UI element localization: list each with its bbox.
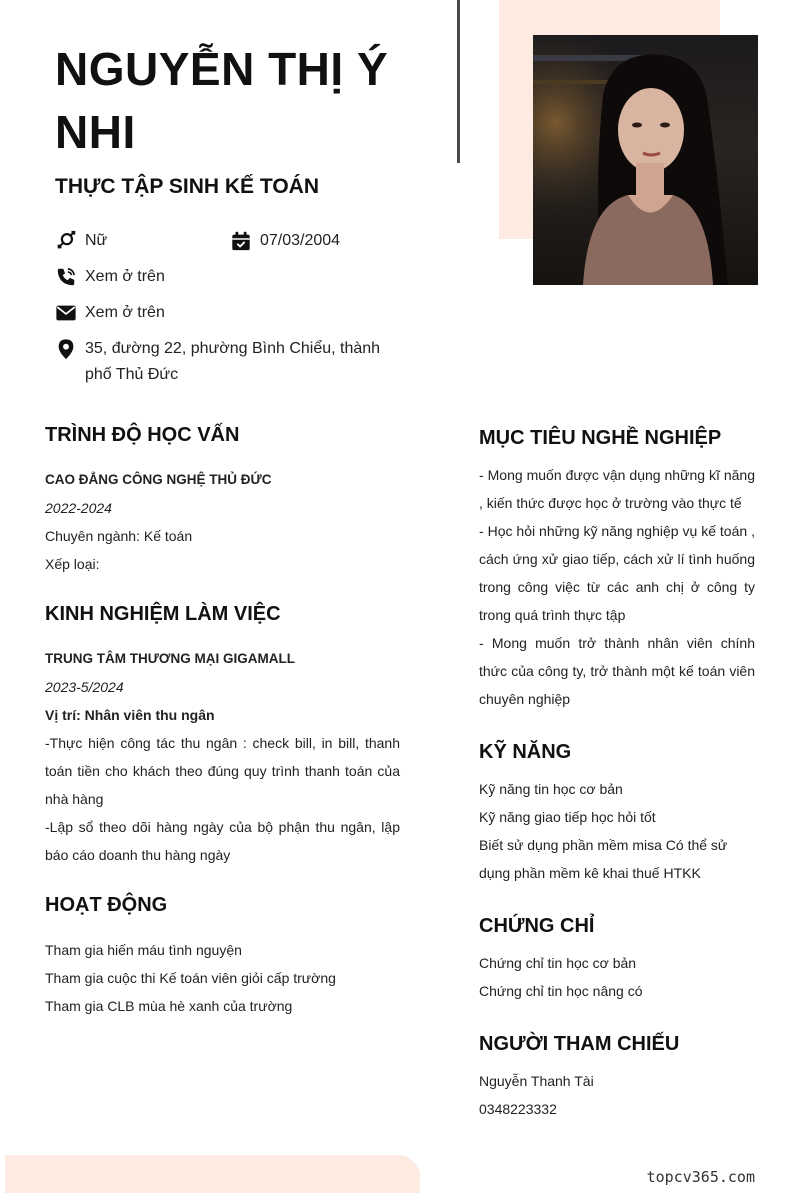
activities-title: HOẠT ĐỘNG — [45, 894, 168, 916]
education-title: TRÌNH ĐỘ HỌC VẤN — [45, 424, 240, 446]
experience-title: KINH NGHIỆM LÀM VIỆC — [45, 603, 281, 625]
objective-item: - Học hỏi những kỹ năng nghiệp vụ kế toán , cách ứng xử giao tiếp, cách xử lí tình huống trong công việc từ các anh chị ở công ty trong quá trình thực tập — [479, 523, 755, 623]
education-major: Chuyên ngành: Kế toán — [45, 528, 193, 544]
skill-item: Kỹ năng tin học cơ bản — [479, 781, 623, 797]
location-pin-icon — [55, 338, 77, 360]
candidate-name: NGUYỄN THỊ Ý NHI — [55, 43, 389, 158]
certificate-item: Chứng chỉ tin học nâng có — [479, 983, 643, 999]
education-rank: Xếp loại: — [45, 556, 100, 572]
site-watermark: topcv365.com — [646, 1168, 755, 1186]
skill-item: Kỹ năng giao tiếp học hỏi tốt — [479, 809, 656, 825]
objective-item: - Mong muốn được vận dụng những kĩ năng , kiến thức được học ở trường vào thực tế — [479, 467, 755, 511]
objective-title: MỤC TIÊU NGHỀ NGHIỆP — [479, 427, 722, 449]
education-period: 2022-2024 — [45, 500, 112, 516]
job-title: THỰC TẬP SINH KẾ TOÁN — [55, 175, 319, 198]
experience-task: -Thực hiện công tác thu ngân : check bill, in bill, thanh toán tiền cho khách theo đúng quy trình thanh toán của nhà hàng — [45, 735, 400, 807]
profile-photo — [533, 35, 758, 285]
calendar-icon — [230, 230, 252, 252]
certificates-title: CHỨNG CHỈ — [479, 915, 595, 937]
activity-item: Tham gia CLB mùa hè xanh của trường — [45, 998, 293, 1014]
skill-item: Biết sử dụng phần mềm misa Có thể sử dụng phần mềm kê khai thuế HTKK — [479, 837, 728, 881]
header-divider — [457, 0, 460, 163]
reference-name: Nguyễn Thanh Tài — [479, 1073, 594, 1089]
footer-decoration — [5, 1155, 420, 1193]
certificate-item: Chứng chỉ tin học cơ bản — [479, 955, 637, 971]
activity-item: Tham gia hiến máu tình nguyện — [45, 942, 242, 958]
experience-task: -Lập sổ theo dõi hàng ngày của bộ phận thu ngân, lập báo cáo doanh thu hàng ngày — [45, 819, 400, 863]
experience-company: TRUNG TÂM THƯƠNG MẠI GIGAMALL — [45, 651, 295, 666]
education-school: CAO ĐẲNG CÔNG NGHỆ THỦ ĐỨC — [45, 472, 272, 487]
activity-item: Tham gia cuộc thi Kế toán viên giỏi cấp trường — [45, 970, 336, 986]
email-value: Xem ở trên — [85, 304, 165, 321]
birthdate-value: 07/03/2004 — [260, 232, 341, 249]
address-row — [55, 336, 405, 388]
email-icon — [55, 302, 77, 324]
gender-icon — [55, 230, 77, 252]
references-title: NGƯỜI THAM CHIẾU — [479, 1033, 680, 1055]
address-value: 35, đường 22, phường Bình Chiểu, thành phố Thủ Đức — [85, 340, 381, 383]
birthdate-row — [230, 228, 340, 254]
experience-position: Vị trí: Nhân viên thu ngân — [45, 707, 215, 723]
phone-row — [55, 264, 165, 290]
gender-value: Nữ — [85, 232, 108, 249]
objective-item: - Mong muốn trở thành nhân viên chính thức của công ty, trở thành một kế toán viên chuyên nghiệp — [479, 635, 755, 707]
gender-row — [55, 228, 107, 254]
phone-icon — [55, 266, 77, 288]
experience-period: 2023-5/2024 — [45, 679, 124, 695]
email-row — [55, 300, 165, 326]
skills-title: KỸ NĂNG — [479, 741, 572, 763]
phone-value: Xem ở trên — [85, 268, 165, 285]
reference-phone: 0348223332 — [479, 1101, 557, 1117]
